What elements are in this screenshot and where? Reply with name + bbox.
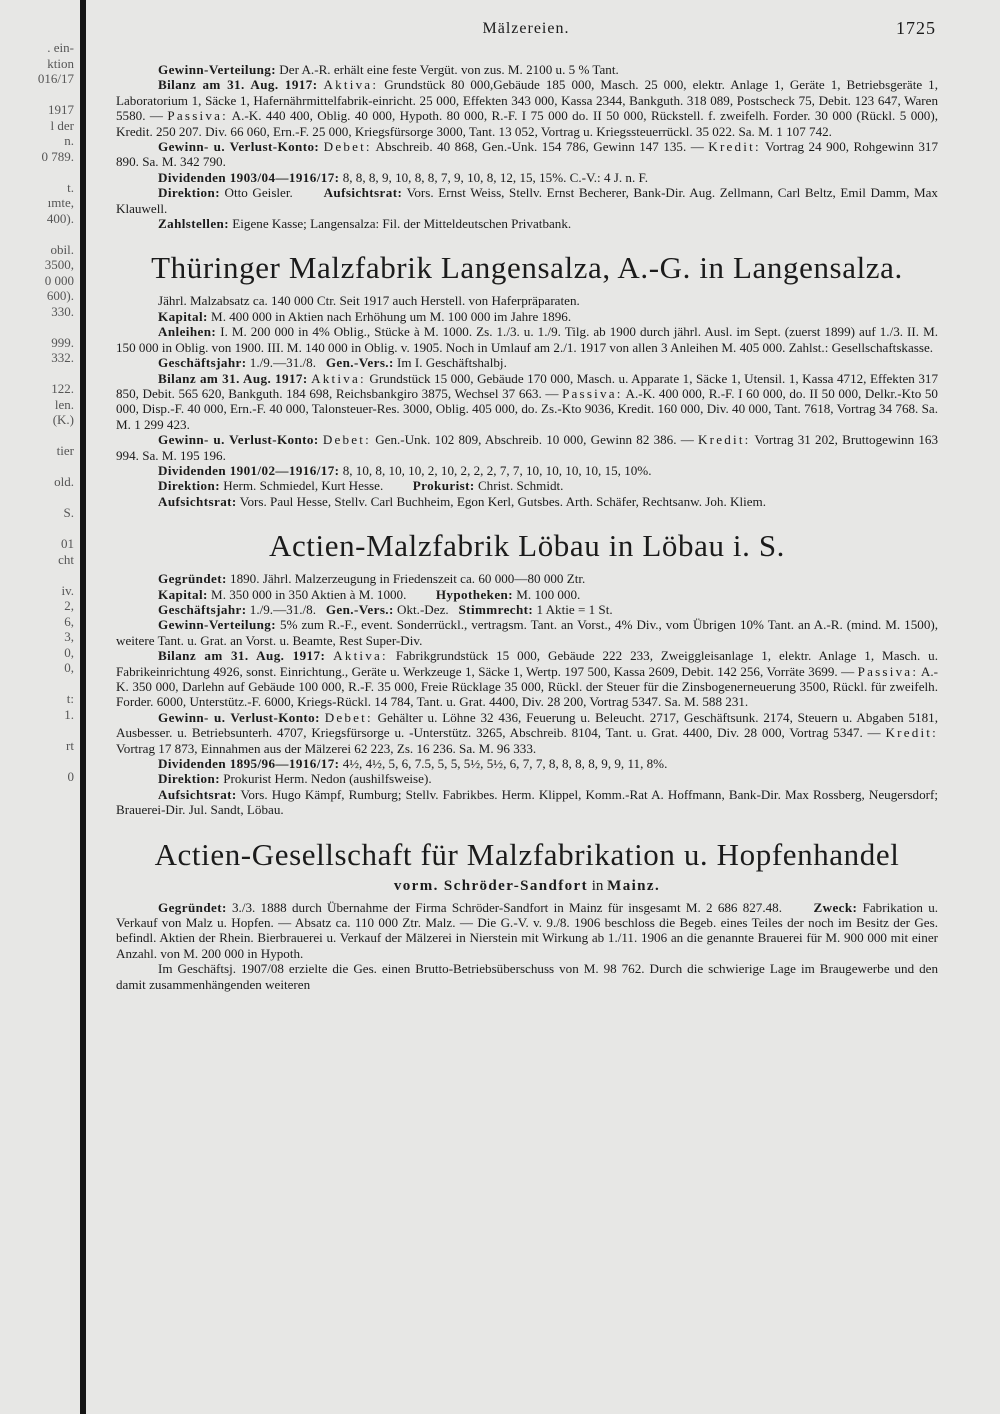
margin-fragment: cht	[58, 551, 74, 567]
page-number: 1725	[896, 18, 936, 38]
margin-fragment: 400).	[46, 210, 74, 226]
margin-fragment: 600).	[46, 288, 74, 303]
bilanz-entry: Bilanz am 31. Aug. 1917: Aktiva: Fabrikgrundstück 15 000, Gebäude 222 233, Zweiggleisanlage 1, elektr. Anlage 1, Masch. u. Fabrikeinrichtung 4926, sonst. Einrichtung., Geräte u. Werkzeuge 1, Säcke 1, Wertp. 197 500, Kassa 2609, Debit. 142 256, Vorräte 3699. — Passiva: A.-K. 350 000, Darlehn auf Gebäude 100 000, R.-F. 35 000, Freie Rücklage 35 000, Rückl. der Steuer für die Zinsbogenerneuerung 3500, Rückl. für zweifelh. Forder. 6000, Unterstütz.-F. 6000, Kriegs-Rückl. 14 784, Tant. u. Grat. 4400, Div. 28 200, Vortrag 5347. Sa. M. 588 231.	[116, 648, 938, 710]
margin-fragment	[0, 164, 74, 180]
margin-fragment: l der	[50, 117, 74, 133]
intro-entry: Jährl. Malzabsatz ca. 140 000 Ctr. Seit 1917 auch Herstell. von Haferpräparaten.	[158, 293, 580, 309]
margin-fragment: 122.	[51, 381, 74, 396]
section-title-loebau: Actien-Malzfabrik Löbau in Löbau i. S.	[268, 528, 786, 564]
margin-fragment: 016/17	[37, 71, 74, 86]
bilanz-entry: Bilanz am 31. Aug. 1917: Aktiva: Grundstück 15 000, Gebäude 170 000, Masch. u. Apparate 1, Säcke 1, Utensil. 1, Kassa 4712, Effekten 317 850, Debit. 565 620, Bankguth. 184 698, Reichsbankgiro 3875, Wechsel 37 663. — Passiva: A.-K. 400 000, R.-F. I 60 000, do. II 50 000, Delkr.-Kto 50 000, Disp.-F. 40 000, Ern.-F. 40 000, Talonsteuer-Res. 3000, Oblig. 405 000, do. Zs.-Kto 9036, Kredit. 160 000, Div. 40 000, Tant. 7618, Vortrag 34 768. Sa. M. 1 299 423.	[116, 370, 938, 432]
margin-fragment	[0, 567, 74, 583]
left-margin-fragments	[0, 40, 74, 784]
kapital-entry: Kapital: M. 350 000 in 350 Aktien à M. 1000. Hypotheken: M. 100 000.	[158, 586, 581, 602]
margin-fragment: ktion	[47, 55, 74, 71]
margin-fragment	[0, 87, 74, 103]
margin-fragment: t.	[67, 179, 74, 195]
gewinn-verlust-entry: Gewinn- u. Verlust-Konto: Debet: Abschreib. 40 868, Gen.-Unk. 154 786, Gewinn 147 135. — Kredit: Vortrag 24 900, Rohgewinn 317 890. Sa. M. 342 790.	[116, 139, 938, 170]
margin-fragment	[0, 319, 74, 335]
margin-fragment: 0 789.	[41, 148, 74, 164]
geschaeftsjahr-entry: Geschäftsjahr: 1./9.—31./8. Gen.-Vers.: Okt.-Dez. Stimmrecht: 1 Aktie = 1 St.	[158, 601, 613, 617]
narrative-paragraph: Im Geschäftsj. 1907/08 erzielte die Ges. einen Brutto-Betriebsüberschuss von M. 98 762. Durch die schwierige Lage im Braugewerbe und den damit zusammenhängenden weiteren	[116, 961, 938, 992]
margin-fragment: 999.	[51, 334, 74, 350]
running-title: Mälzereien.	[482, 20, 570, 37]
margin-fragment: rt	[66, 737, 74, 753]
kapital-entry: Kapital: M. 400 000 in Aktien nach Erhöhung um M. 100 000 im Jahre 1896.	[158, 308, 572, 324]
margin-fragment	[0, 521, 74, 537]
gegruendet-entry: Gegründet: 1890. Jährl. Malzerzeugung in Friedenszeit ca. 60 000—80 000 Ztr.	[158, 571, 586, 587]
margin-fragment: 01	[61, 536, 74, 551]
dividenden-entry: Dividenden 1903/04—1916/17: 8, 8, 8, 9, 10, 8, 8, 7, 9, 10, 8, 12, 15, 15%. C.-V.: 4 J. n. F.	[158, 169, 649, 185]
margin-fragment	[0, 459, 74, 475]
margin-fragment: iv.	[61, 582, 74, 598]
margin-fragment: 1.	[64, 706, 74, 722]
aufsichtsrat-entry: Aufsichtsrat: Vors. Hugo Kämpf, Rumburg; Stellv. Fabrikbes. Herm. Klippel, Komm.-Rat A. Hoffmann, Bank-Dir. Max Rossberg, Neugersdorf; Brauerei-Dir. Jul. Sandt, Löbau.	[116, 786, 938, 818]
dividenden-entry: Dividenden 1895/96—1916/17: 4½, 4½, 5, 6, 7.5, 5, 5, 5½, 5½, 6, 7, 7, 8, 8, 8, 8, 9, 9, 11, 8%.	[158, 756, 668, 772]
gewinn-verlust-entry: Gewinn- u. Verlust-Konto: Debet: Gehälter u. Löhne 32 436, Feuerung u. Beleucht. 2717, Geschäftsunk. 2174, Steuern u. Abgaben 5181, Ausbesser. u. Betriebsunterh. 4707, Kriegsfürsorge u. -Unterstütz. 3265, Abschreib. 8104, Tant. u. Grat. 4400, Div. 28 000, Vortrag 5347. — Kredit: Vortrag 17 873, Einnahmen aus der Mälzerei 62 223, Zs. 16 236. Sa. M. 96 333.	[116, 709, 938, 756]
margin-fragment	[0, 753, 74, 769]
margin-fragment: n.	[64, 133, 74, 148]
margin-fragment	[0, 676, 74, 692]
dividenden-entry: Dividenden 1901/02—1916/17: 8, 10, 8, 10, 10, 2, 10, 2, 2, 2, 7, 7, 10, 10, 10, 10, 15, 10%.	[158, 462, 652, 478]
anleihen-entry: Anleihen: I. M. 200 000 in 4% Oblig., Stücke à M. 1000. Zs. 1./3. u. 1./9. Tilg. ab 1900 durch jährl. Ausl. im Sept. (zuerst 1899) auf 1./3. II. M. 150 000 in Oblig. von 1900. III. M. 140 000 in Oblig. v. 1905. Noch in Umlauf am 2./1. 1917 von allen 3 Anleihen M. 405 000. Zahlst.: Gesellschaftskasse.	[116, 324, 938, 355]
margin-fragment: obil.	[50, 241, 74, 257]
page-header	[116, 18, 936, 42]
margin-fragment: t:	[66, 691, 74, 706]
gewinn-verteilung-entry: Gewinn-Verteilung: 5% zum R.-F., event. Sonderrückl., vertragsm. Tant. an Vorst., 4% Div., vom Übrigen 10% Tant. an A.-R. (mind. M. 1500), weitere Tant. u. Grat. an Vorst. u. Beamte, Rest Super-Div.	[116, 617, 939, 648]
direktion-entry: Direktion: Prokurist Herm. Nedon (aushilfsweise).	[158, 771, 432, 787]
margin-fragment: 0	[67, 768, 74, 784]
margin-fragment: 2,	[64, 598, 74, 613]
margin-fragment	[0, 490, 74, 506]
section-title-mainz: Actien-Gesellschaft für Malzfabrikation u. Hopfenhandel	[154, 836, 900, 872]
margin-fragment: 1917	[48, 102, 74, 117]
margin-fragment: 3,	[64, 629, 74, 644]
gewinn-verteilung-entry: Gewinn-Verteilung: Der A.-R. erhält eine feste Vergüt. von zus. M. 2100 u. 5 % Tant.	[158, 62, 619, 77]
bilanz-entry: Bilanz am 31. Aug. 1917: Aktiva: Grundstück 80 000,Gebäude 185 000, Masch. 25 000, elektr. Anlage 1, Geräte 1, Betriebsgeräte 1, Laboratorium 1, Säcke 1, Hafernährmittelfabrik-einricht. 25 000, Effekten 343 000, Kassa 2344, Bankguth. 318 089, Postscheck 75, Debit. 123 647, Waren 5580. — Passiva: A.-K. 440 400, Oblig. 40 000, Hypoth. 80 000, R.-F. I 75 000 do. II 50 000, Rückstell. f. zweifelh. Forder. 30 000 (Rückl. 5 000), Kredit. 250 207. Div. 66 060, Ern.-F. 25 000, Kriegsfürsorge 3000, Tant. 13 052, Vortrag u. Kriegssteuerrückl. 35 022. Sa. M. 1 107 742.	[116, 77, 938, 139]
page-body	[116, 62, 938, 992]
margin-fragment	[0, 226, 74, 242]
margin-fragment: 0,	[64, 660, 74, 675]
geschaeftsjahr-entry: Geschäftsjahr: 1./9.—31./8. Gen.-Vers.: Im I. Geschäftshalbj.	[158, 355, 507, 371]
direktion-aufsichtsrat-entry: Direktion: Otto Geisler. Aufsichtsrat: Vors. Ernst Weiss, Stellv. Ernst Becherer, Bank-Dir. Aug. Zellmann, Carl Beltz, Emil Damm, Max Klauwell.	[116, 185, 938, 216]
margin-fragment: . ein-	[47, 40, 74, 55]
gewinn-verlust-entry: Gewinn- u. Verlust-Konto: Debet: Gen.-Unk. 102 809, Abschreib. 10 000, Gewinn 82 386. — Kredit: Vortrag 31 202, Bruttogewinn 163 994. Sa. M. 195 196.	[116, 432, 938, 463]
section-subtitle-mainz: vorm. Schröder-Sandfort in Mainz.	[393, 877, 661, 894]
margin-fragment: 3500,	[44, 257, 74, 272]
margin-fragment: 332.	[51, 350, 74, 365]
gegruendet-entry: Gegründet: 3./3. 1888 durch Übernahme der Firma Schröder-Sandfort in Mainz für insgesamt M. 2 686 827.48. Zweck: Fabrikation u. Verkauf von Malz u. Hopfen. — Absatz ca. 110 000 Ztr. Malz. — Die G.-V. v. 9./8. 1906 beschloss die Begeb. eines Teiles der noch im Besitz der Ges. befindl. Aktien der Rhein. Bierbrauerei u. Verkauf der Mälzerei in Nierstein mit Wirkung ab 1./11. 1906 an die genannte Brauerei für M. 900 000 mit einer Anzahl. von M. 200 000 in Hypoth.	[116, 899, 939, 961]
section-title-thueringer: Thüringer Malzfabrik Langensalza, A.-G. in Langensalza.	[151, 250, 903, 286]
margin-fragment: ımte,	[47, 195, 74, 210]
margin-fragment: S.	[63, 505, 74, 520]
zahlstellen-entry: Zahlstellen: Eigene Kasse; Langensalza: Fil. der Mitteldeutschen Privatbank.	[158, 216, 572, 232]
column-rule	[80, 0, 86, 1414]
margin-fragment: 330.	[51, 303, 74, 319]
margin-fragment: 0 000	[44, 272, 74, 288]
margin-fragment: (K.)	[52, 412, 74, 427]
margin-fragment	[0, 722, 74, 738]
margin-fragment: old.	[54, 474, 74, 489]
direktion-entry: Direktion: Herm. Schmiedel, Kurt Hesse. Prokurist: Christ. Schmidt.	[158, 478, 564, 494]
margin-fragment	[0, 428, 74, 444]
margin-fragment: 0,	[64, 644, 74, 660]
margin-fragment	[0, 366, 74, 382]
margin-fragment: len.	[54, 396, 74, 412]
margin-fragment: tier	[56, 443, 74, 458]
margin-fragment: 6,	[64, 613, 74, 629]
aufsichtsrat-entry: Aufsichtsrat: Vors. Paul Hesse, Stellv. Carl Buchheim, Egon Kerl, Gutsbes. Arth. Schäfer, Rechtsanw. Joh. Kliem.	[158, 493, 767, 509]
